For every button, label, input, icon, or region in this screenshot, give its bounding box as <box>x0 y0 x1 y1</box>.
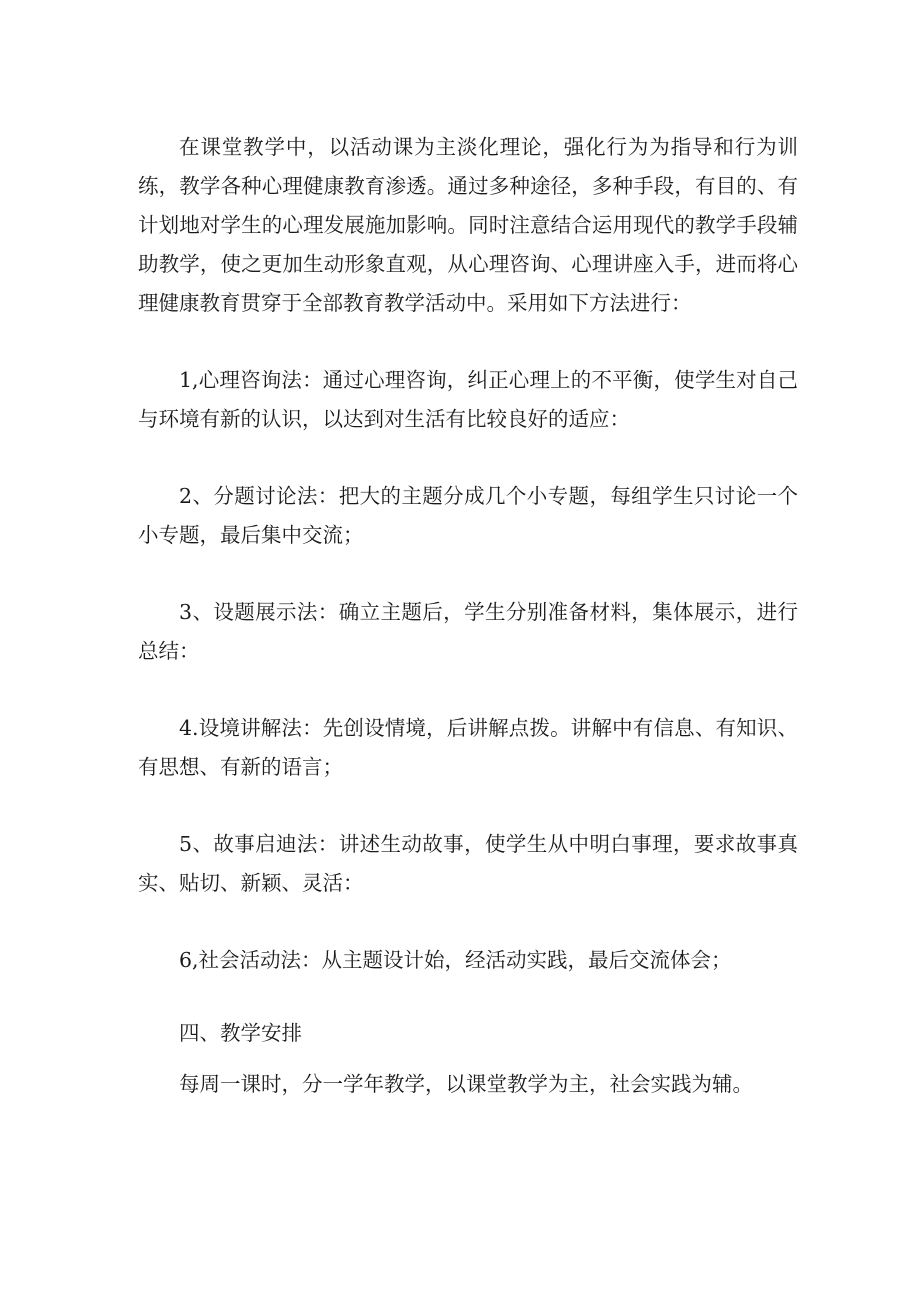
method-item-6: 6,社会活动法：从主题设计始，经活动实践，最后交流体会； <box>179 948 732 972</box>
method-item-3: 3、设题展示法：确立主题后，学生分别准备材料，集体展示，进行总结： <box>138 600 798 663</box>
schedule-paragraph: 每周一课时，分一学年教学，以课堂教学为主，社会实践为辅。 <box>179 1072 753 1096</box>
method-item-1: 1,心理咨询法：通过心理咨询，纠正心理上的不平衡，使学生对自己与环境有新的认识，以达到对生活有比较良好的适应： <box>138 368 798 431</box>
section-heading: 四、教学安排 <box>179 1021 302 1045</box>
method-item-5: 5、故事启迪法：讲述生动故事，使学生从中明白事理，要求故事真实、贴切、新颖、灵活： <box>138 832 798 895</box>
intro-paragraph: 在课堂教学中，以活动课为主淡化理论，强化行为为指导和行为训练，教学各种心理健康教育渗透。通过多种途径，多种手段，有目的、有计划地对学生的心理发展施加影响。同时注意结合运用现代的教学手段辅助教学，使之更加生动形象直观，从心理咨询、心理讲座入手，进而将心理健康教育贯穿于全部教育教学活动中。采用如下方法进行： <box>138 135 798 315</box>
document-body <box>138 128 798 1104</box>
method-item-2: 2、分题讨论法：把大的主题分成几个小专题，每组学生只讨论一个小专题，最后集中交流； <box>138 484 798 547</box>
method-item-4: 4.设境讲解法：先创设情境，后讲解点拨。讲解中有信息、有知识、有思想、有新的语言； <box>138 716 798 779</box>
